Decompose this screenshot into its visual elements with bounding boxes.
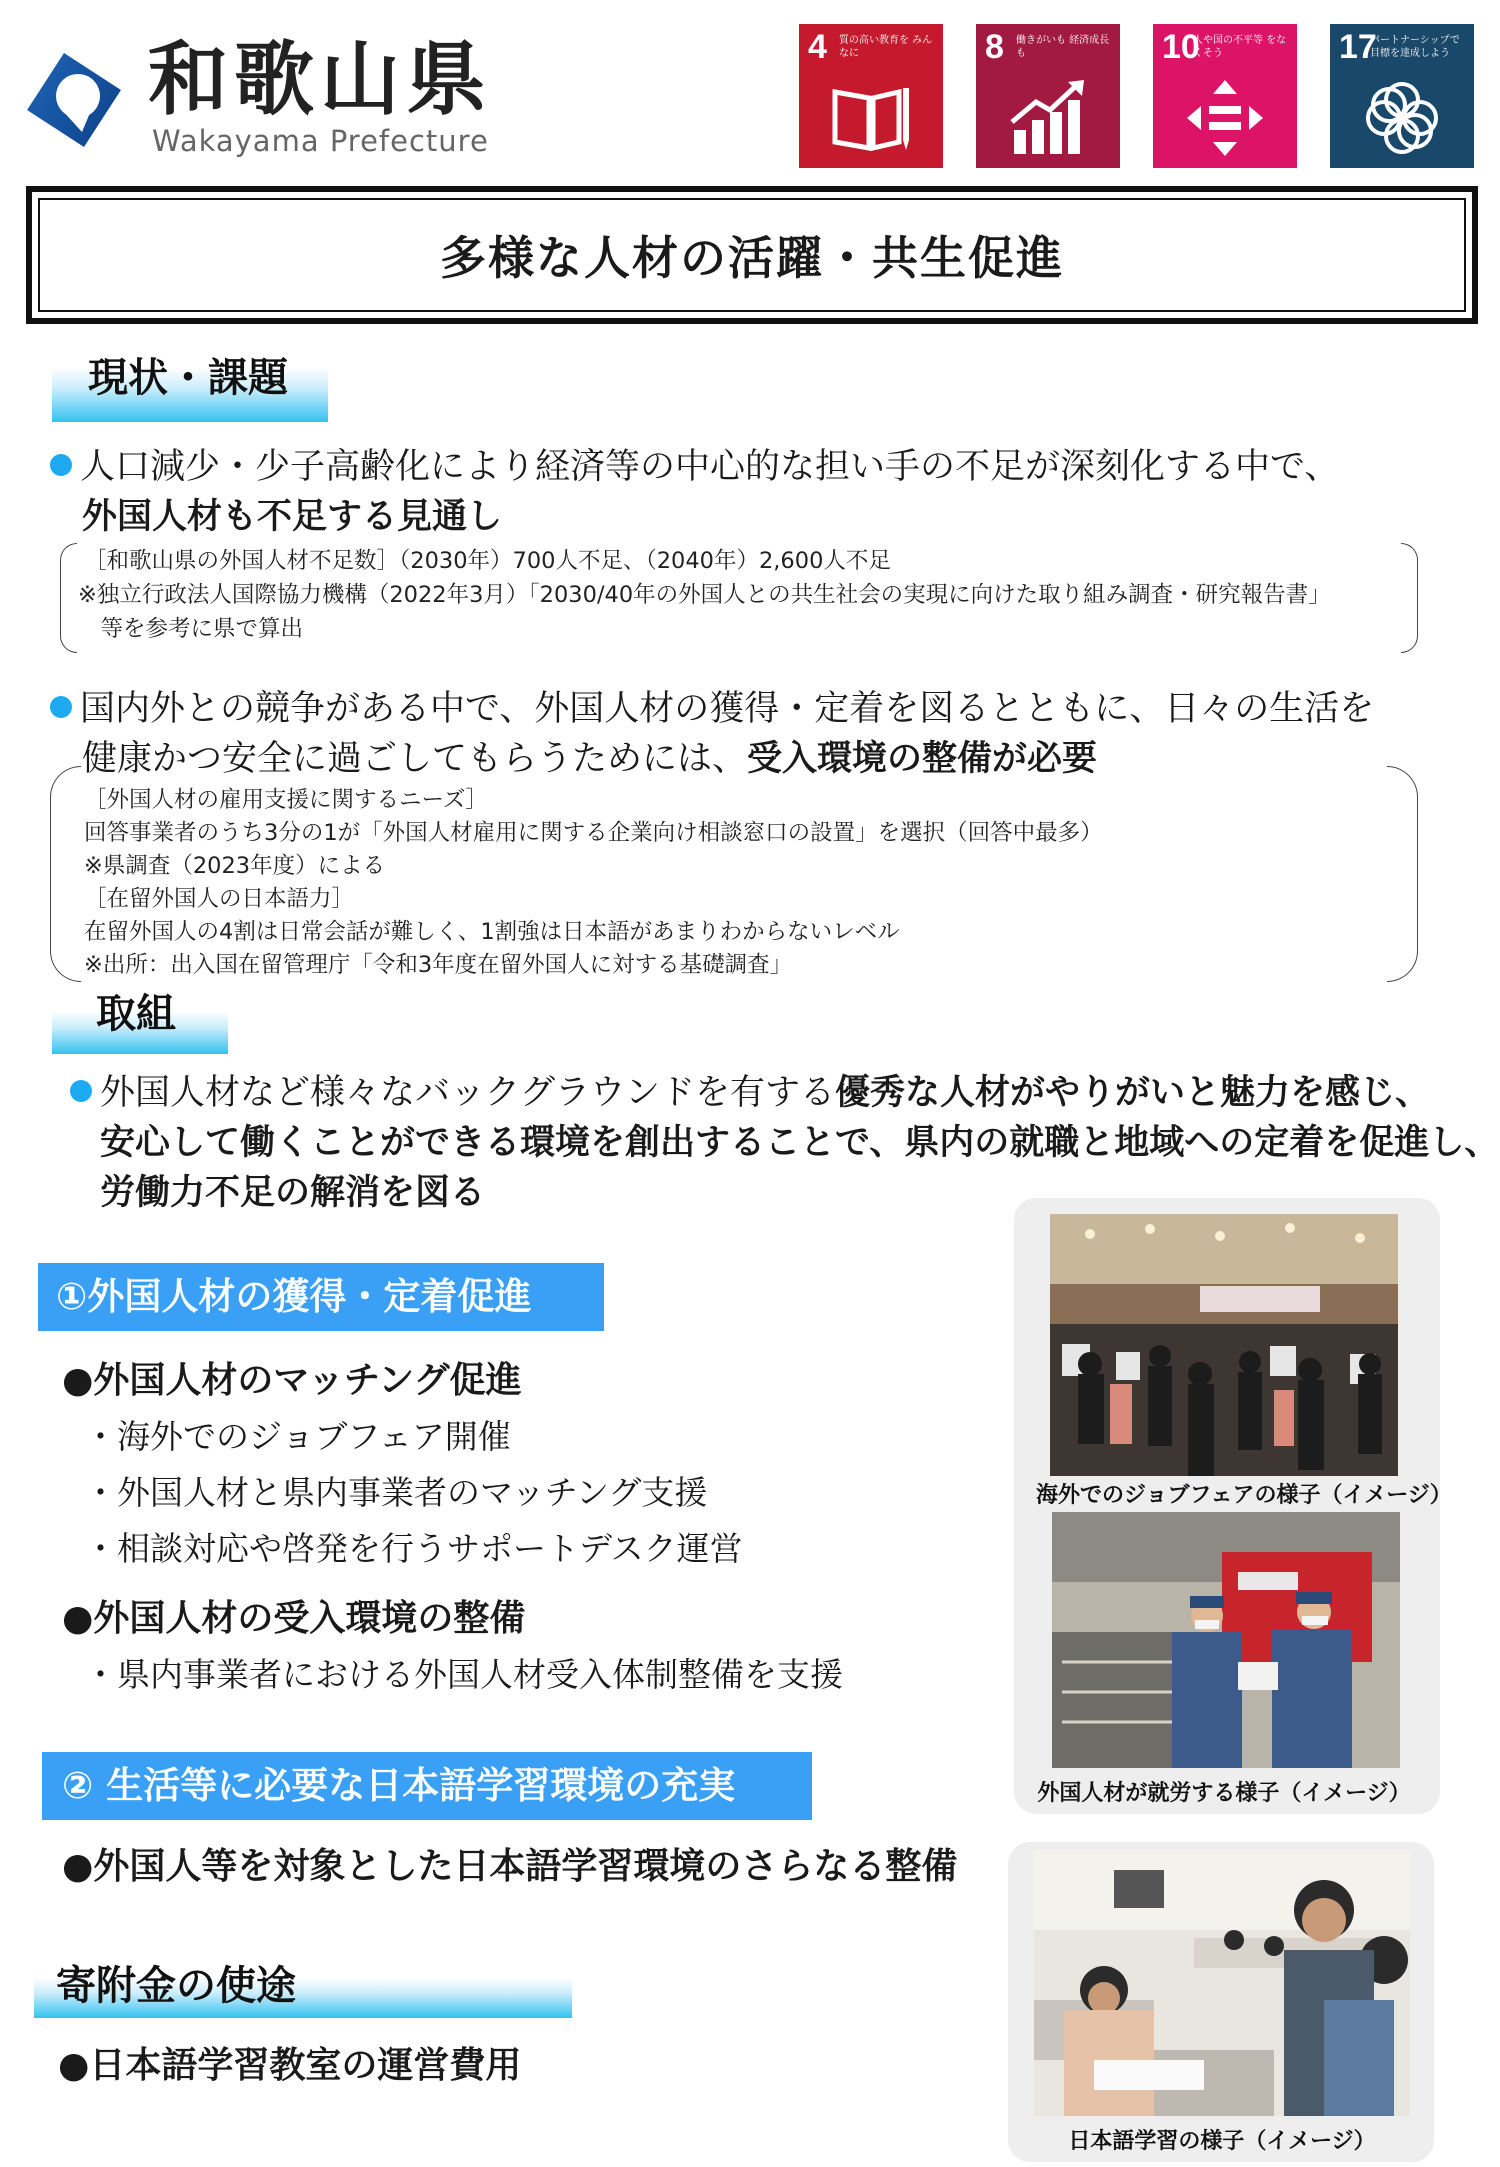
prefecture-name-en: Wakayama Prefecture	[152, 124, 489, 158]
sdg-goal-4-badge	[799, 24, 943, 168]
equality-icon	[1183, 78, 1267, 158]
classroom-caption: 日本語学習の様子（イメージ）	[1068, 2129, 1376, 2154]
sdg-goal-10-badge	[1153, 24, 1297, 168]
sdg-label: 働きがいも 経済成長も	[1016, 35, 1110, 59]
sdg-number: 4	[808, 28, 827, 66]
summary-line2: 安心して働くことができる環境を創出することで、県内の就職と地域への定着を促進し、	[100, 1123, 1500, 1163]
summary-line1-plain: 外国人材など様々なバックグラウンドを有する	[100, 1073, 836, 1113]
factory-photo	[1052, 1512, 1400, 1768]
section2-header: ② 生活等に必要な日本語学習環境の充実	[42, 1752, 812, 1820]
section-label-text: 取組	[96, 991, 176, 1037]
summary-line3: 労働力不足の解消を図る	[100, 1173, 486, 1213]
status-note-1	[60, 543, 1418, 653]
page-title: 多様な人材の活躍・共生促進	[38, 198, 1466, 312]
prefecture-name: 和歌山県	[148, 33, 492, 126]
sdg-label: 質の高い教育を みんなに	[839, 35, 933, 59]
section1-item2-title: ●外国人材の受入環境の整備	[62, 1598, 526, 1639]
note-line: 回答事業者のうち3分の1が「外国人材雇用に関する企業向け相談窓口の設置」を選択（回答中最多）	[84, 820, 1103, 846]
partnership-flower-icon	[1360, 78, 1444, 158]
status-note-2	[50, 766, 1418, 982]
note-line: ［外国人材の雇用支援に関するニーズ］	[84, 787, 488, 813]
note-line: ［和歌山県の外国人材不足数］（2030年）700人不足、（2040年）2,600人不足	[84, 548, 891, 574]
status-point-1-line2: 外国人材も不足する見通し	[82, 497, 503, 537]
status-point-1-line1: 人口減少・少子高齢化により経済等の中心的な担い手の不足が深刻化する中で、	[80, 447, 1340, 487]
summary-line1-bold: 優秀な人材がやりがいと魅力を感じ、	[835, 1073, 1431, 1113]
section-label-initiatives	[52, 991, 228, 1054]
section1-header: ①外国人材の獲得・定着促進	[38, 1263, 604, 1331]
note-line: 在留外国人の4割は日常会話が難しく、1割強は日本語があまりわからないレベル	[84, 919, 900, 945]
section-label-text: 寄附金の使途	[56, 1963, 296, 2009]
section-label-current-status	[52, 346, 328, 422]
job-fair-caption: 海外でのジョブフェアの様子（イメージ）	[1036, 1483, 1452, 1508]
section1-item1-title: ●外国人材のマッチング促進	[62, 1360, 522, 1401]
wakayama-logo-icon	[22, 48, 126, 152]
note-line: 等を参考に県で算出	[78, 616, 304, 642]
section1-item1-sub: ・相談対応や啓発を行うサポートデスク運営	[84, 1529, 743, 1568]
section-label-donation	[34, 1962, 572, 2018]
donation-item: ●日本語学習教室の運営費用	[58, 2045, 522, 2086]
sdg-number: 10	[1162, 28, 1200, 66]
section2-item1: ●外国人等を対象とした日本語学習環境のさらなる整備	[62, 1846, 958, 1887]
note-line: ※出所：出入国在留管理庁「令和3年度在留外国人に対する基礎調査」	[84, 952, 793, 978]
classroom-photo	[1034, 1850, 1410, 2116]
initiatives-summary	[70, 1068, 1430, 1118]
sdg-number: 8	[985, 28, 1004, 66]
sdg-label: 人や国の不平等 をなくそう	[1193, 35, 1287, 59]
status-point-2-line2-plain: 健康かつ安全に過ごしてもらうためには、	[82, 739, 748, 779]
book-icon	[829, 78, 913, 158]
status-point-2-line1: 国内外との競争がある中で、外国人材の獲得・定着を図るとともに、日々の生活を	[80, 689, 1375, 729]
growth-chart-icon	[1006, 78, 1090, 158]
status-point-1	[50, 442, 1339, 492]
job-fair-photo	[1050, 1214, 1398, 1476]
section1-item2-sub: ・県内事業者における外国人材受入体制整備を支援	[84, 1655, 843, 1694]
note-line: ［在留外国人の日本語力］	[84, 886, 355, 912]
sdg-goal-8-badge	[976, 24, 1120, 168]
status-point-2-line2-bold: 受入環境の整備が必要	[747, 739, 1098, 779]
section1-item1-sub: ・海外でのジョブフェア開催	[84, 1417, 511, 1456]
bullet-dot-icon	[70, 1080, 92, 1102]
bullet-dot-icon	[50, 454, 72, 476]
note-line: ※県調査（2023年度）による	[84, 853, 386, 879]
sdg-number: 17	[1339, 28, 1377, 66]
section-label-text: 現状・課題	[88, 355, 288, 401]
factory-caption: 外国人材が就労する様子（イメージ）	[1037, 1781, 1411, 1806]
sdg-label: パートナーシップで 目標を達成しよう	[1370, 35, 1460, 59]
status-point-2	[50, 684, 1374, 734]
note-line: ※独立行政法人国際協力機構（2022年3月）「2030/40年の外国人との共生社会の実現に向けた取り組み調査・研究報告書」	[78, 582, 1331, 608]
section1-item1-sub: ・外国人材と県内事業者のマッチング支援	[84, 1473, 708, 1512]
bullet-dot-icon	[50, 696, 72, 718]
sdg-goal-17-badge	[1330, 24, 1474, 168]
page-title-box	[26, 186, 1478, 324]
